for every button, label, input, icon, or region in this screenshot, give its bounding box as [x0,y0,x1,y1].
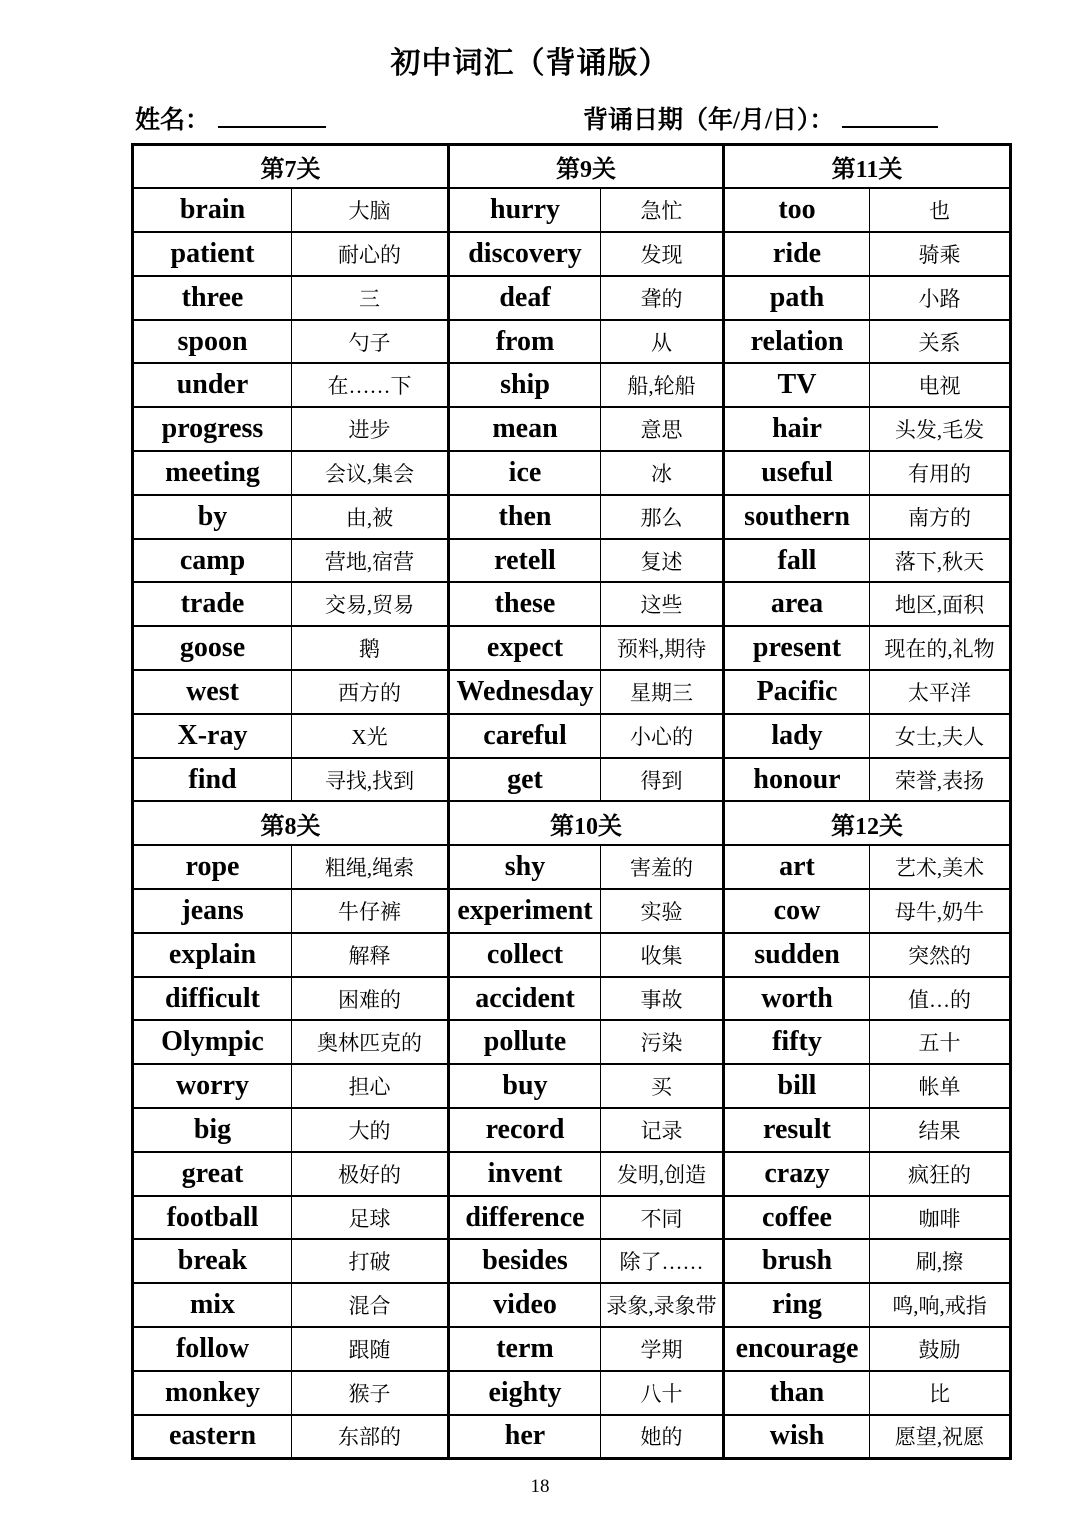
english-word-cell: hurry [449,188,601,232]
chinese-meaning-cell: 头发,毛发 [870,407,1011,451]
chinese-meaning-cell: 帐单 [870,1064,1011,1108]
chinese-meaning-cell: 从 [601,320,724,364]
chinese-meaning-cell: 值…的 [870,977,1011,1021]
chinese-meaning-cell: 营地,宿营 [292,539,449,583]
english-word-cell: too [724,188,870,232]
page-number: 18 [530,1476,550,1497]
english-word-cell: difficult [133,977,292,1021]
english-word-cell: ring [724,1283,870,1327]
chinese-meaning-cell: 落下,秋天 [870,539,1011,583]
chinese-meaning-cell: 大脑 [292,188,449,232]
english-word-cell: follow [133,1327,292,1371]
english-word-cell: break [133,1239,292,1283]
chinese-meaning-cell: 除了…… [601,1239,724,1283]
chinese-meaning-cell: 这些 [601,582,724,626]
vocab-row [133,714,1011,758]
chinese-meaning-cell: 寻找,找到 [292,758,449,802]
vocab-row [133,232,1011,276]
english-word-cell: Pacific [724,670,870,714]
english-word-cell: useful [724,451,870,495]
english-word-cell: get [449,758,601,802]
name-blank-line [218,100,326,128]
chinese-meaning-cell: 担心 [292,1064,449,1108]
vocab-row [133,1283,1011,1327]
english-word-cell: coffee [724,1196,870,1240]
english-word-cell: worth [724,977,870,1021]
chinese-meaning-cell: 耐心的 [292,232,449,276]
english-word-cell: by [133,495,292,539]
vocab-row [133,582,1011,626]
english-word-cell: camp [133,539,292,583]
chinese-meaning-cell: 跟随 [292,1327,449,1371]
chinese-meaning-cell: 聋的 [601,276,724,320]
date-label: 背诵日期（年/月/日）： [583,107,835,134]
chinese-meaning-cell: 大的 [292,1108,449,1152]
level-header: 第8关 [133,801,449,845]
chinese-meaning-cell: 勺子 [292,320,449,364]
vocabulary-table [131,143,1012,1460]
english-word-cell: honour [724,758,870,802]
chinese-meaning-cell: 牛仔裤 [292,889,449,933]
chinese-meaning-cell: 鹅 [292,626,449,670]
vocab-row [133,670,1011,714]
chinese-meaning-cell: 疯狂的 [870,1152,1011,1196]
english-word-cell: bill [724,1064,870,1108]
chinese-meaning-cell: 交易,贸易 [292,582,449,626]
english-word-cell: encourage [724,1327,870,1371]
chinese-meaning-cell: 害羞的 [601,845,724,889]
chinese-meaning-cell: 由,被 [292,495,449,539]
chinese-meaning-cell: 东部的 [292,1415,449,1459]
english-word-cell: lady [724,714,870,758]
chinese-meaning-cell: 实验 [601,889,724,933]
level-header: 第12关 [724,801,1011,845]
chinese-meaning-cell: 极好的 [292,1152,449,1196]
english-word-cell: fall [724,539,870,583]
english-word-cell: goose [133,626,292,670]
chinese-meaning-cell: 复述 [601,539,724,583]
chinese-meaning-cell: 录象,录象带 [601,1283,724,1327]
chinese-meaning-cell: 在……下 [292,363,449,407]
chinese-meaning-cell: 愿望,祝愿 [870,1415,1011,1459]
english-word-cell: brush [724,1239,870,1283]
chinese-meaning-cell: 母牛,奶牛 [870,889,1011,933]
chinese-meaning-cell: 预料,期待 [601,626,724,670]
level-header: 第9关 [449,145,724,189]
english-word-cell: these [449,582,601,626]
chinese-meaning-cell: 小心的 [601,714,724,758]
english-word-cell: discovery [449,232,601,276]
english-word-cell: relation [724,320,870,364]
english-word-cell: X-ray [133,714,292,758]
english-word-cell: record [449,1108,601,1152]
chinese-meaning-cell: 打破 [292,1239,449,1283]
chinese-meaning-cell: 发现 [601,232,724,276]
english-word-cell: shy [449,845,601,889]
date-field [583,100,938,136]
vocabulary-table-body [133,145,1011,1459]
chinese-meaning-cell: 骑乘 [870,232,1011,276]
level-header: 第10关 [449,801,724,845]
chinese-meaning-cell: 解释 [292,933,449,977]
chinese-meaning-cell: 那么 [601,495,724,539]
english-word-cell: spoon [133,320,292,364]
english-word-cell: under [133,363,292,407]
chinese-meaning-cell: 艺术,美术 [870,845,1011,889]
english-word-cell: ride [724,232,870,276]
english-word-cell: from [449,320,601,364]
english-word-cell: jeans [133,889,292,933]
english-word-cell: present [724,626,870,670]
english-word-cell: term [449,1327,601,1371]
chinese-meaning-cell: 关系 [870,320,1011,364]
chinese-meaning-cell: 刷,擦 [870,1239,1011,1283]
chinese-meaning-cell: 女士,夫人 [870,714,1011,758]
chinese-meaning-cell: 混合 [292,1283,449,1327]
chinese-meaning-cell: 她的 [601,1415,724,1459]
chinese-meaning-cell: 五十 [870,1020,1011,1064]
chinese-meaning-cell: 买 [601,1064,724,1108]
chinese-meaning-cell: 小路 [870,276,1011,320]
name-field [135,100,326,136]
english-word-cell: invent [449,1152,601,1196]
chinese-meaning-cell: 发明,创造 [601,1152,724,1196]
chinese-meaning-cell: 足球 [292,1196,449,1240]
english-word-cell: rope [133,845,292,889]
english-word-cell: path [724,276,870,320]
vocab-row [133,758,1011,802]
level-header-row [133,801,1011,845]
chinese-meaning-cell: 太平洋 [870,670,1011,714]
english-word-cell: big [133,1108,292,1152]
english-word-cell: mean [449,407,601,451]
chinese-meaning-cell: 奥林匹克的 [292,1020,449,1064]
chinese-meaning-cell: 有用的 [870,451,1011,495]
chinese-meaning-cell: 粗绳,绳索 [292,845,449,889]
english-word-cell: wish [724,1415,870,1459]
english-word-cell: fifty [724,1020,870,1064]
english-word-cell: eighty [449,1371,601,1415]
vocab-row [133,1196,1011,1240]
chinese-meaning-cell: 现在的,礼物 [870,626,1011,670]
english-word-cell: Olympic [133,1020,292,1064]
chinese-meaning-cell: 西方的 [292,670,449,714]
vocab-row [133,1064,1011,1108]
vocab-row [133,407,1011,451]
level-header: 第7关 [133,145,449,189]
chinese-meaning-cell: 咖啡 [870,1196,1011,1240]
english-word-cell: accident [449,977,601,1021]
vocab-row [133,1020,1011,1064]
english-word-cell: than [724,1371,870,1415]
english-word-cell: brain [133,188,292,232]
english-word-cell: trade [133,582,292,626]
english-word-cell: besides [449,1239,601,1283]
english-word-cell: ice [449,451,601,495]
english-word-cell: cow [724,889,870,933]
english-word-cell: find [133,758,292,802]
vocab-row [133,1371,1011,1415]
chinese-meaning-cell: 污染 [601,1020,724,1064]
vocab-row [133,1415,1011,1459]
chinese-meaning-cell: 事故 [601,977,724,1021]
english-word-cell: great [133,1152,292,1196]
english-word-cell: mix [133,1283,292,1327]
english-word-cell: Wednesday [449,670,601,714]
english-word-cell: video [449,1283,601,1327]
vocab-row [133,363,1011,407]
vocab-row [133,626,1011,670]
vocab-row [133,495,1011,539]
english-word-cell: TV [724,363,870,407]
chinese-meaning-cell: 也 [870,188,1011,232]
english-word-cell: pollute [449,1020,601,1064]
chinese-meaning-cell: 冰 [601,451,724,495]
vocab-row [133,539,1011,583]
vocab-row [133,1108,1011,1152]
chinese-meaning-cell: 意思 [601,407,724,451]
chinese-meaning-cell: 地区,面积 [870,582,1011,626]
chinese-meaning-cell: 结果 [870,1108,1011,1152]
chinese-meaning-cell: 不同 [601,1196,724,1240]
chinese-meaning-cell: 学期 [601,1327,724,1371]
chinese-meaning-cell: 电视 [870,363,1011,407]
english-word-cell: careful [449,714,601,758]
chinese-meaning-cell: 会议,集会 [292,451,449,495]
english-word-cell: then [449,495,601,539]
vocab-row [133,320,1011,364]
english-word-cell: eastern [133,1415,292,1459]
english-word-cell: meeting [133,451,292,495]
vocab-row [133,1327,1011,1371]
vocab-row [133,1152,1011,1196]
vocab-row [133,1239,1011,1283]
chinese-meaning-cell: 得到 [601,758,724,802]
chinese-meaning-cell: 困难的 [292,977,449,1021]
chinese-meaning-cell: 比 [870,1371,1011,1415]
english-word-cell: football [133,1196,292,1240]
chinese-meaning-cell: 三 [292,276,449,320]
english-word-cell: art [724,845,870,889]
english-word-cell: southern [724,495,870,539]
english-word-cell: sudden [724,933,870,977]
english-word-cell: progress [133,407,292,451]
chinese-meaning-cell: 船,轮船 [601,363,724,407]
english-word-cell: crazy [724,1152,870,1196]
vocab-row [133,889,1011,933]
vocab-row [133,188,1011,232]
chinese-meaning-cell: 猴子 [292,1371,449,1415]
page-title: 初中词汇（背诵版） [390,47,670,80]
chinese-meaning-cell: 突然的 [870,933,1011,977]
english-word-cell: her [449,1415,601,1459]
vocab-row [133,451,1011,495]
chinese-meaning-cell: 八十 [601,1371,724,1415]
english-word-cell: worry [133,1064,292,1108]
chinese-meaning-cell: 急忙 [601,188,724,232]
english-word-cell: expect [449,626,601,670]
chinese-meaning-cell: 荣誉,表扬 [870,758,1011,802]
vocab-row [133,977,1011,1021]
english-word-cell: west [133,670,292,714]
english-word-cell: collect [449,933,601,977]
chinese-meaning-cell: 南方的 [870,495,1011,539]
english-word-cell: patient [133,232,292,276]
chinese-meaning-cell: 进步 [292,407,449,451]
english-word-cell: buy [449,1064,601,1108]
english-word-cell: hair [724,407,870,451]
english-word-cell: retell [449,539,601,583]
vocab-row [133,276,1011,320]
chinese-meaning-cell: X光 [292,714,449,758]
chinese-meaning-cell: 鸣,响,戒指 [870,1283,1011,1327]
vocab-row [133,845,1011,889]
english-word-cell: area [724,582,870,626]
english-word-cell: experiment [449,889,601,933]
chinese-meaning-cell: 记录 [601,1108,724,1152]
english-word-cell: difference [449,1196,601,1240]
date-blank-line [842,100,938,128]
english-word-cell: monkey [133,1371,292,1415]
chinese-meaning-cell: 收集 [601,933,724,977]
english-word-cell: deaf [449,276,601,320]
chinese-meaning-cell: 鼓励 [870,1327,1011,1371]
level-header-row [133,145,1011,189]
level-header: 第11关 [724,145,1011,189]
english-word-cell: ship [449,363,601,407]
chinese-meaning-cell: 星期三 [601,670,724,714]
meta-row [131,100,1009,140]
english-word-cell: explain [133,933,292,977]
english-word-cell: three [133,276,292,320]
english-word-cell: result [724,1108,870,1152]
name-label: 姓名： [135,107,211,134]
vocab-row [133,933,1011,977]
